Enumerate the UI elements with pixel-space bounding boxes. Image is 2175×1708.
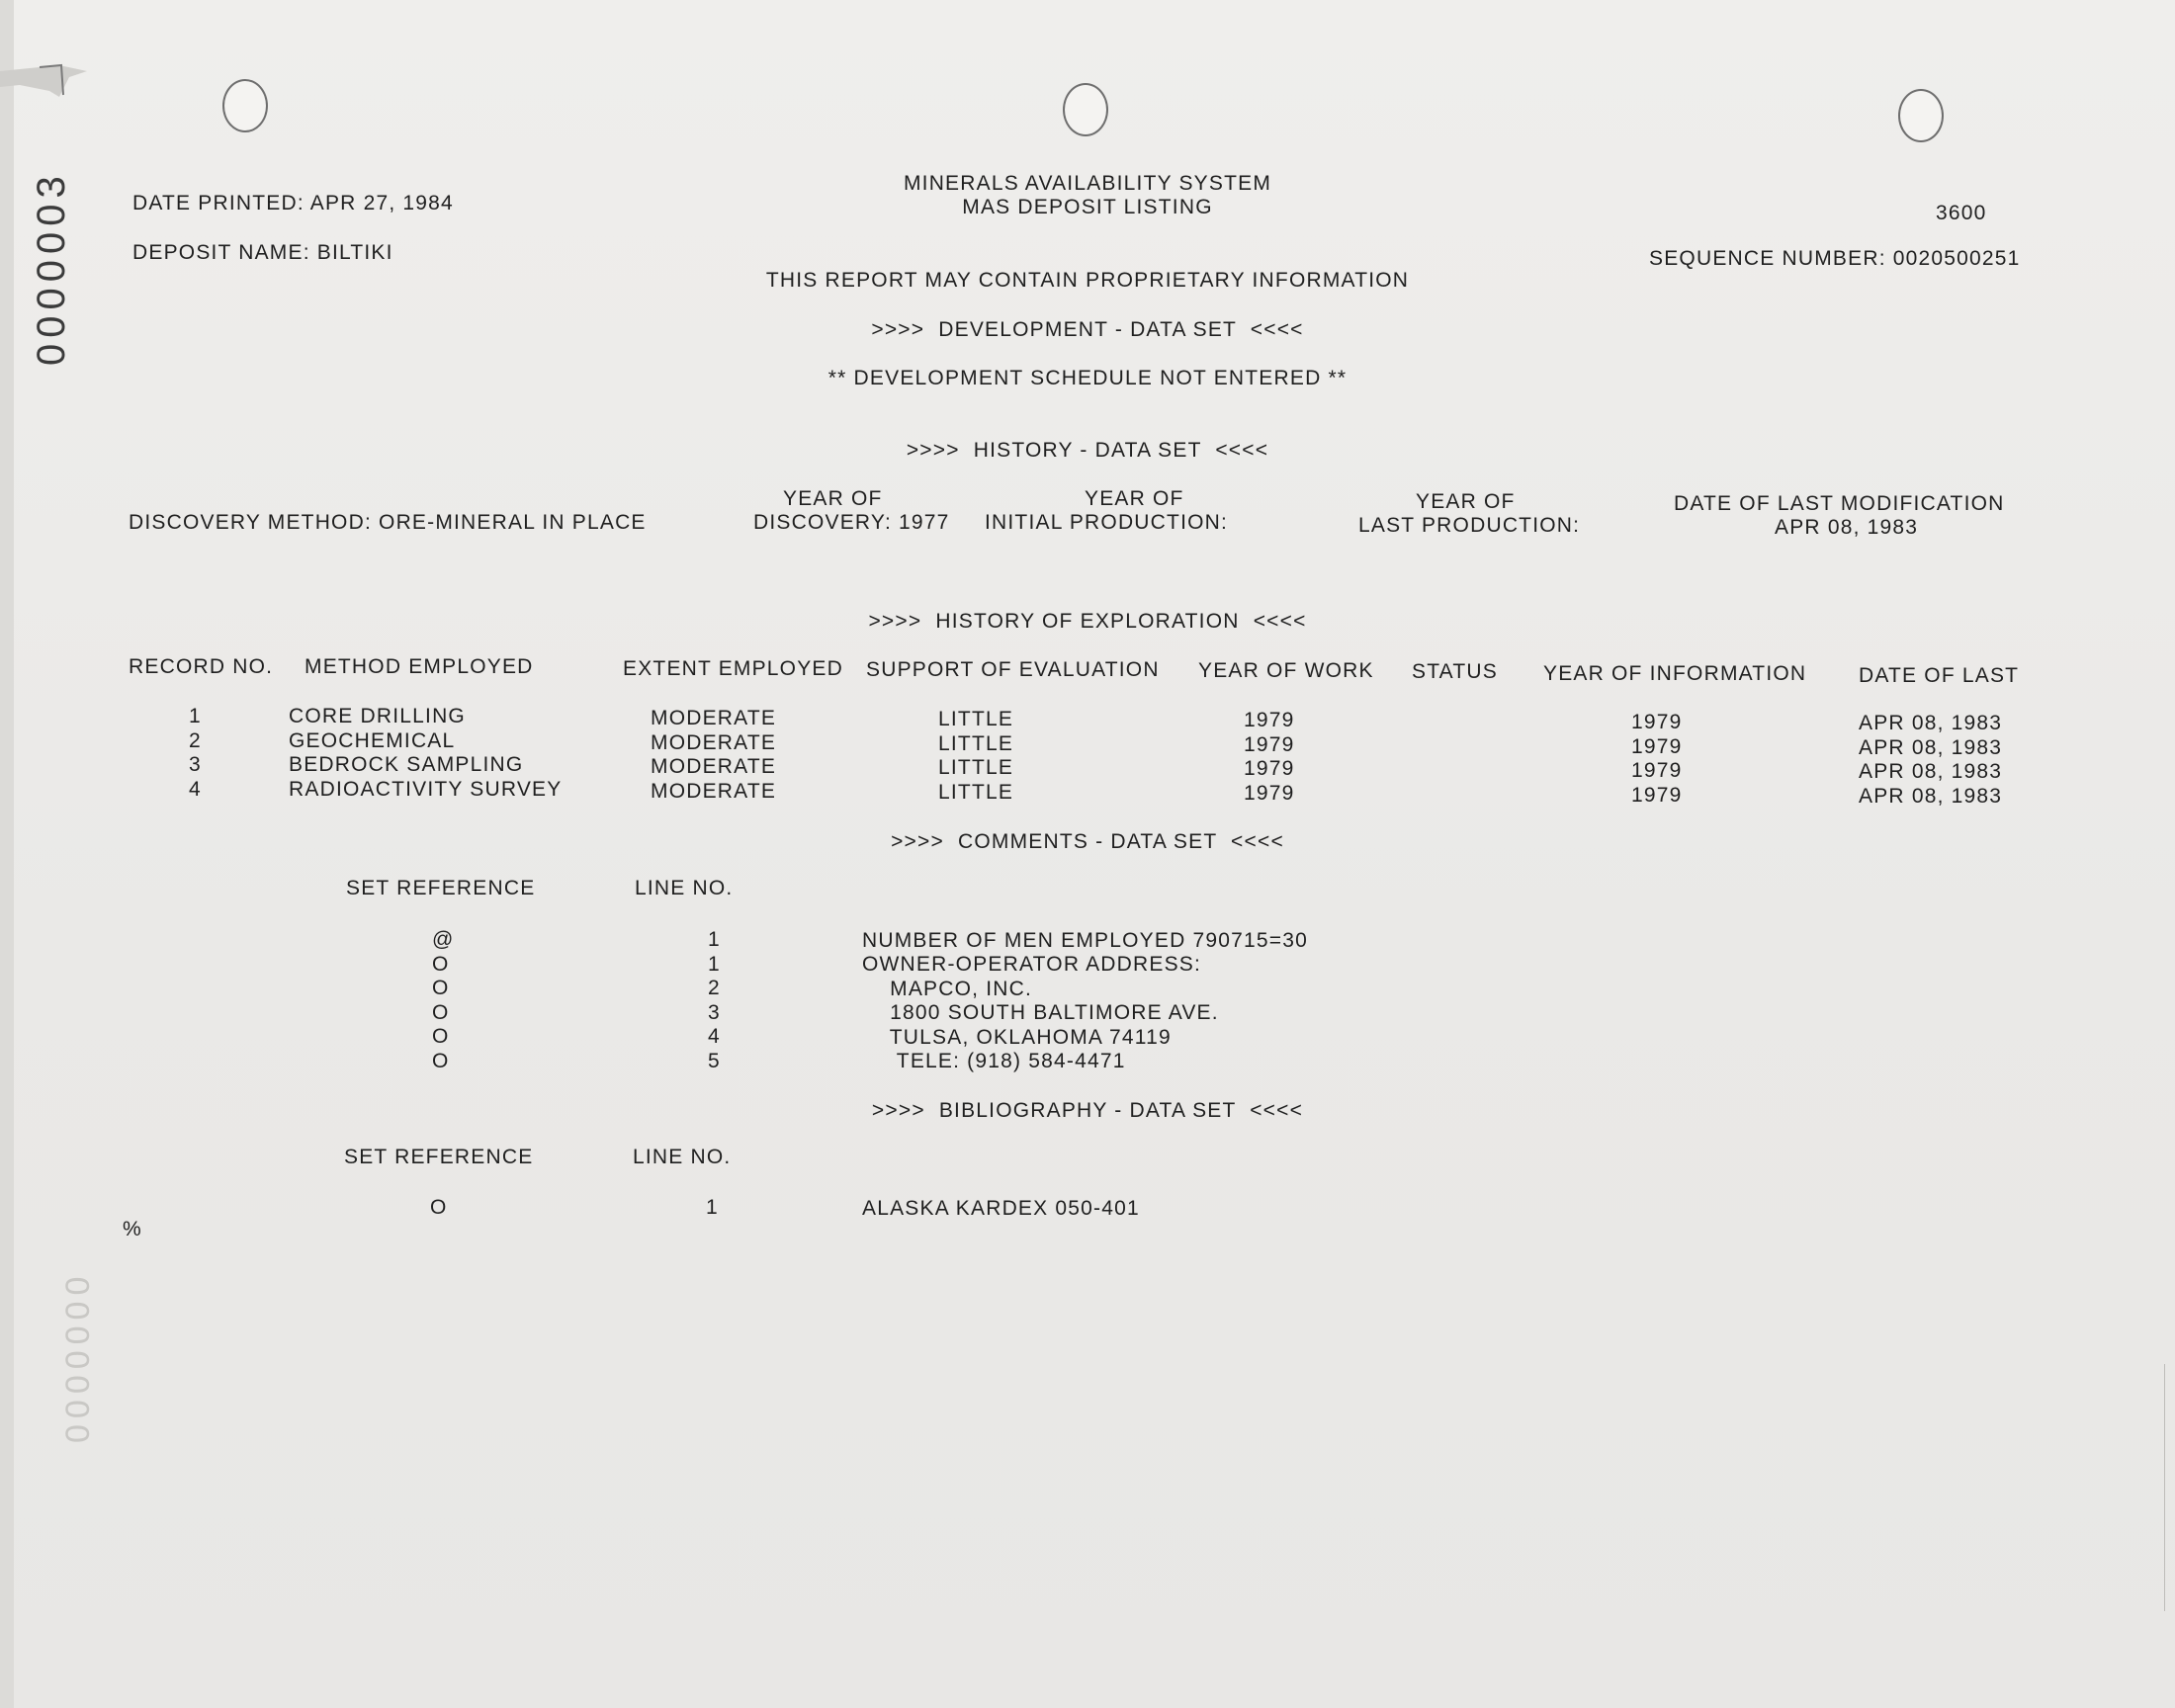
table-row-record: 2 <box>189 729 202 752</box>
comment-set-ref: @ <box>432 928 455 951</box>
discovery-method: DISCOVERY METHOD: ORE-MINERAL IN PLACE <box>129 511 647 534</box>
table-row-date-last: APR 08, 1983 <box>1859 712 2003 734</box>
table-row-extent: MODERATE <box>651 755 777 778</box>
comment-line-no: 3 <box>708 1001 721 1024</box>
comment-text: OWNER-OPERATOR ADDRESS: <box>862 953 1202 976</box>
table-row-year-work: 1979 <box>1244 757 1295 780</box>
bibliography-set-ref: O <box>430 1196 448 1219</box>
col-date-of-last: DATE OF LAST <box>1859 664 2020 687</box>
bibliography-line-no: 1 <box>706 1196 719 1219</box>
table-row-record: 1 <box>189 705 202 727</box>
table-row-extent: MODERATE <box>651 731 777 754</box>
col-extent-employed: EXTENT EMPLOYED <box>623 657 843 680</box>
table-row-method: BEDROCK SAMPLING <box>289 753 524 776</box>
system-title: MINERALS AVAILABILITY SYSTEM <box>903 172 1272 195</box>
table-row-year-info: 1979 <box>1631 711 1683 733</box>
date-printed: DATE PRINTED: APR 27, 1984 <box>132 192 454 214</box>
table-row-year-info: 1979 <box>1631 735 1683 758</box>
table-row-date-last: APR 08, 1983 <box>1859 785 2003 808</box>
col-line-no: LINE NO. <box>633 1146 732 1168</box>
deposit-name: DEPOSIT NAME: BILTIKI <box>132 241 393 264</box>
punch-hole-right <box>1898 89 1944 142</box>
year-of-label: YEAR OF <box>783 487 883 510</box>
table-row-record: 4 <box>189 778 202 801</box>
comment-set-ref: O <box>432 1001 450 1024</box>
comment-set-ref: O <box>432 1050 450 1072</box>
table-row-year-work: 1979 <box>1244 709 1295 731</box>
col-record-no: RECORD NO. <box>129 655 274 678</box>
proprietary-notice: THIS REPORT MAY CONTAIN PROPRIETARY INFORMATION <box>765 269 1410 292</box>
comment-set-ref: O <box>432 953 450 976</box>
table-row-extent: MODERATE <box>651 707 777 729</box>
table-row-year-info: 1979 <box>1631 759 1683 782</box>
table-row-date-last: APR 08, 1983 <box>1859 760 2003 783</box>
table-row-method: RADIOACTIVITY SURVEY <box>289 778 563 801</box>
comment-text: 1800 SOUTH BALTIMORE AVE. <box>862 1001 1219 1024</box>
year-of-label-3: YEAR OF <box>1416 490 1516 513</box>
col-method-employed: METHOD EMPLOYED <box>304 655 534 678</box>
col-set-reference: SET REFERENCE <box>344 1146 534 1168</box>
table-row-support: LITTLE <box>938 732 1014 755</box>
table-row-year-info: 1979 <box>1631 784 1683 807</box>
table-row-support: LITTLE <box>938 781 1014 804</box>
year-of-label-2: YEAR OF <box>1085 487 1184 510</box>
development-section-title: >>>> DEVELOPMENT - DATA SET <<<< <box>871 318 1304 341</box>
table-row-method: CORE DRILLING <box>289 705 466 727</box>
development-message: ** DEVELOPMENT SCHEDULE NOT ENTERED ** <box>827 367 1348 389</box>
col-support-of-evaluation: SUPPORT OF EVALUATION <box>866 658 1160 681</box>
last-modification-label: DATE OF LAST MODIFICATION <box>1674 492 2005 515</box>
col-year-of-information: YEAR OF INFORMATION <box>1543 662 1807 685</box>
comment-line-no: 1 <box>708 953 721 976</box>
table-row-date-last: APR 08, 1983 <box>1859 736 2003 759</box>
table-row-extent: MODERATE <box>651 780 777 803</box>
table-row-year-work: 1979 <box>1244 733 1295 756</box>
last-modification-date: APR 08, 1983 <box>1775 516 1919 539</box>
history-section-title: >>>> HISTORY - DATA SET <<<< <box>906 439 1269 462</box>
film-frame-number-faint: 0000000 <box>59 1270 97 1443</box>
sequence-number: SEQUENCE NUMBER: 0020500251 <box>1649 247 2021 270</box>
listing-title: MAS DEPOSIT LISTING <box>962 196 1213 218</box>
torn-tab-mark <box>0 61 89 101</box>
last-production: LAST PRODUCTION: <box>1358 514 1581 537</box>
comment-set-ref: O <box>432 1025 450 1048</box>
discovery-year: DISCOVERY: 1977 <box>753 511 950 534</box>
end-marker: % <box>123 1218 142 1240</box>
table-row-support: LITTLE <box>938 708 1014 730</box>
table-row-record: 3 <box>189 753 202 776</box>
punch-hole-center <box>1063 83 1108 136</box>
comments-section-title: >>>> COMMENTS - DATA SET <<<< <box>891 830 1284 853</box>
col-line-no: LINE NO. <box>635 877 734 899</box>
comment-line-no: 4 <box>708 1025 721 1048</box>
comment-line-no: 2 <box>708 977 721 999</box>
comment-text: TULSA, OKLAHOMA 74119 <box>862 1026 1172 1049</box>
table-row-method: GEOCHEMICAL <box>289 729 456 752</box>
table-row-year-work: 1979 <box>1244 782 1295 805</box>
bibliography-section-title: >>>> BIBLIOGRAPHY - DATA SET <<<< <box>871 1099 1304 1122</box>
col-set-reference: SET REFERENCE <box>346 877 536 899</box>
comment-text: TELE: (918) 584-4471 <box>862 1050 1126 1072</box>
comment-set-ref: O <box>432 977 450 999</box>
page-edge-right <box>2164 1364 2175 1611</box>
comment-line-no: 5 <box>708 1050 721 1072</box>
page-edge <box>0 0 14 1708</box>
exploration-section-title: >>>> HISTORY OF EXPLORATION <<<< <box>868 610 1307 633</box>
table-row-support: LITTLE <box>938 756 1014 779</box>
report-code: 3600 <box>1936 202 1987 224</box>
initial-production: INITIAL PRODUCTION: <box>985 511 1229 534</box>
col-status: STATUS <box>1412 660 1498 683</box>
col-year-of-work: YEAR OF WORK <box>1198 659 1374 682</box>
comment-line-no: 1 <box>708 928 721 951</box>
comment-text: NUMBER OF MEN EMPLOYED 790715=30 <box>862 929 1308 952</box>
bibliography-text: ALASKA KARDEX 050-401 <box>862 1197 1140 1220</box>
comment-text: MAPCO, INC. <box>862 978 1033 1000</box>
punch-hole-left <box>222 79 268 132</box>
film-frame-number: 0000003 <box>30 170 73 366</box>
